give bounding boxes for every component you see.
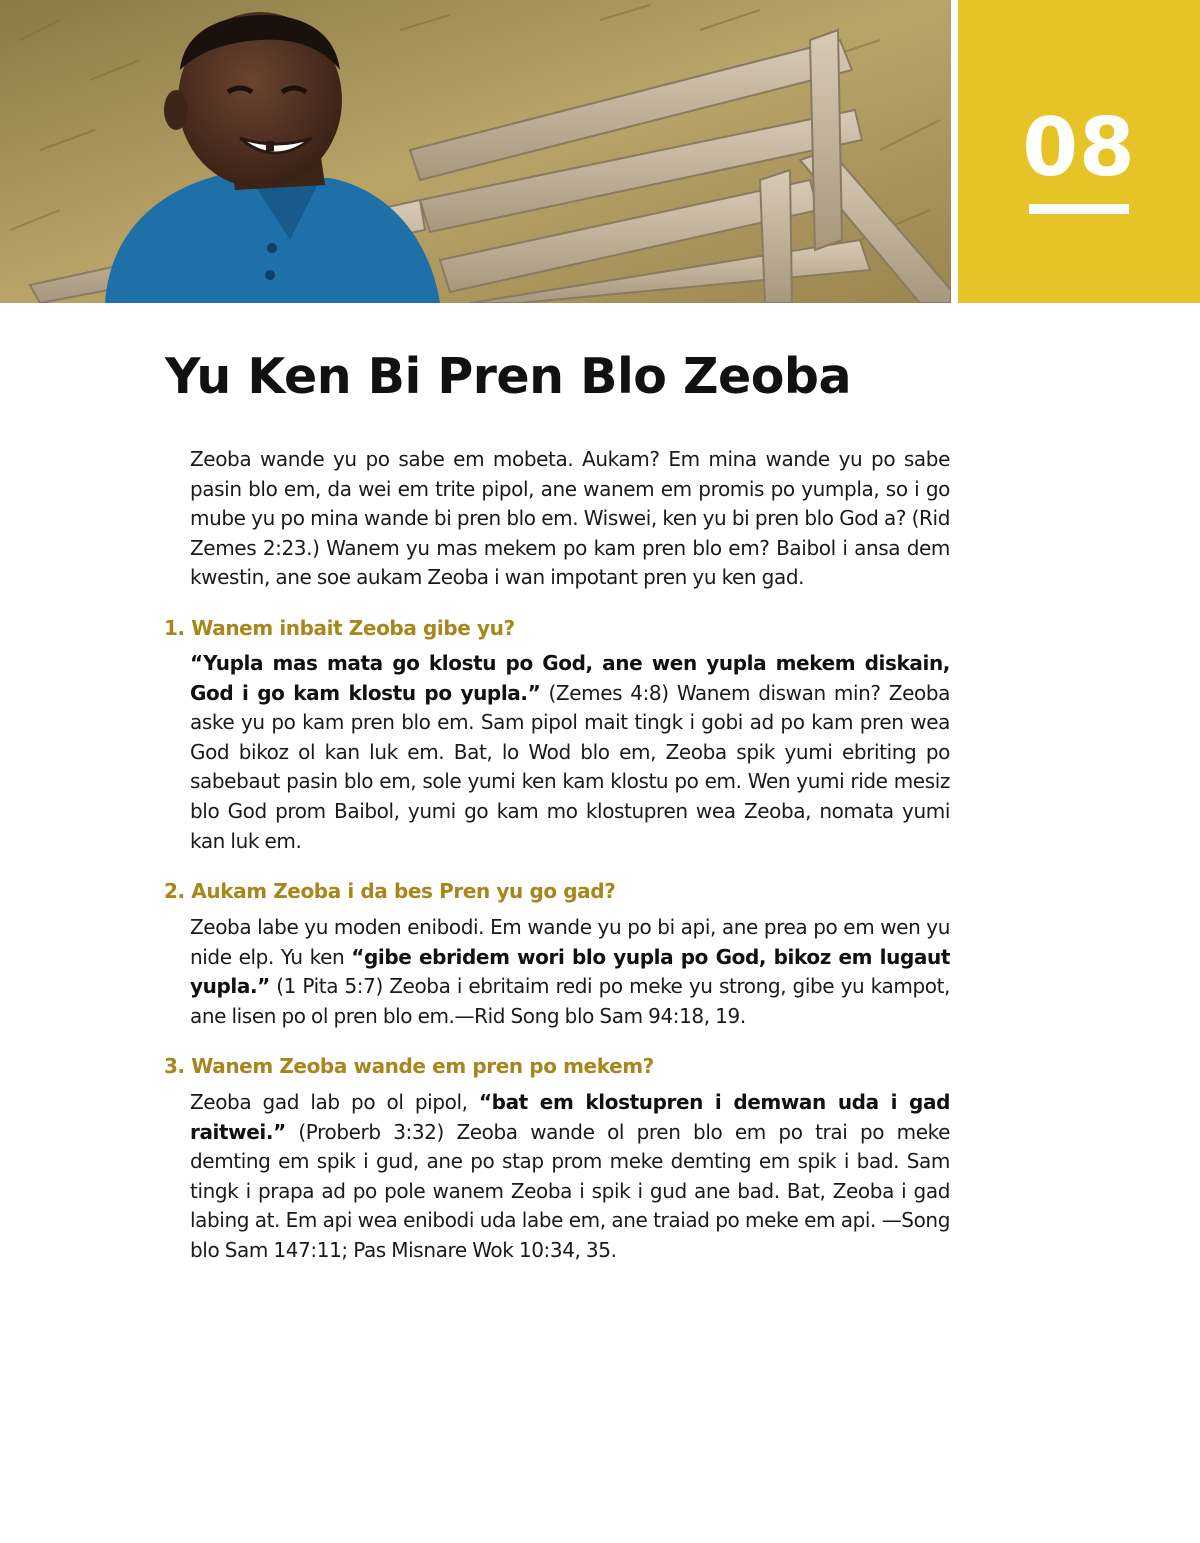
question-3-heading: 3. Wanem Zeoba wande em pren po mekem? bbox=[164, 1054, 654, 1078]
header-photo bbox=[0, 0, 951, 303]
question-3-text-end: (Proberb 3:32) Zeoba wande ol pren blo em po trai po meke demting em spik i gud, ane po stap prom meke demting em spik i bad. Sam tingk i prapa ad po pole wanem Zeoba i spik i gud ane bad. Bat, Zeoba i gad labing at. Em api wea enibodi uda labe em, ane traiad po meke em api. —Song blo Sam 147:11; Pas Misnare Wok 10:34, 35. bbox=[190, 1119, 950, 1262]
page-title: Yu Ken Bi Pren Blo Zeoba bbox=[165, 348, 852, 405]
lesson-number-badge bbox=[958, 0, 1200, 303]
question-3-paragraph bbox=[190, 1088, 950, 1266]
question-2-quote: “gibe ebridem wori blo yupla po God, bikoz em lugaut yupla.” bbox=[190, 944, 950, 999]
question-2-heading: 2. Aukam Zeoba i da bes Pren yu go gad? bbox=[164, 879, 616, 903]
question-2-paragraph bbox=[190, 913, 950, 1031]
intro-paragraph: Zeoba wande yu po sabe em mobeta. Aukam? Em mina wande yu po sabe pasin blo em, da wei em trite pipol, ane wanem em promis po yumpla, so i go mube yu po mina wande bi pren blo em. Wiswei, ken yu bi pren blo God a? (Rid Zemes 2:23.) Wanem yu mas mekem po kam pren blo em? Baibol i ansa dem kwestin, ane soe aukam Zeoba i wan impotant pren yu ken gad. bbox=[190, 447, 950, 590]
smiling-man-on-bench-photo bbox=[0, 0, 951, 303]
lesson-number: 08 bbox=[1022, 101, 1136, 194]
lesson-number-underline bbox=[1029, 204, 1129, 214]
question-3-text-start: Zeoba gad lab po ol pipol, bbox=[190, 1090, 479, 1114]
question-1-heading: 1. Wanem inbait Zeoba gibe yu? bbox=[164, 616, 515, 640]
question-2-text-end: (1 Pita 5:7) Zeoba i ebritaim redi po meke yu strong, gibe yu kampot, ane lisen po ol pren blo em.—Rid Song blo Sam 94:18, 19. bbox=[190, 974, 950, 1028]
question-1-text: (Zemes 4:8) Wanem diswan min? Zeoba aske yu po kam pren blo em. Sam pipol mait tingk i gobi ad po kam pren wea God bikoz ol kan luk em. Bat, lo Wod blo em, Zeoba spik yumi ebriting po sabebaut pasin blo em, sole yumi ken kam klostu po em. Wen yumi ride mesiz blo God prom Baibol, yumi go kam mo klostupren wea Zeoba, nomata yumi kan luk em. bbox=[190, 680, 950, 853]
question-3-quote: “bat em klostupren i demwan uda i gad raitwei.” bbox=[190, 1090, 950, 1144]
question-2-text-start: Zeoba labe yu moden enibodi. Em wande yu po bi api, ane prea po em wen yu nide elp. Yu ken bbox=[190, 915, 950, 969]
question-1-quote: “Yupla mas mata go klostu po God, ane wen yupla mekem diskain, God i go kam klostu po yupla.” bbox=[190, 651, 950, 705]
question-1-paragraph bbox=[190, 649, 950, 856]
